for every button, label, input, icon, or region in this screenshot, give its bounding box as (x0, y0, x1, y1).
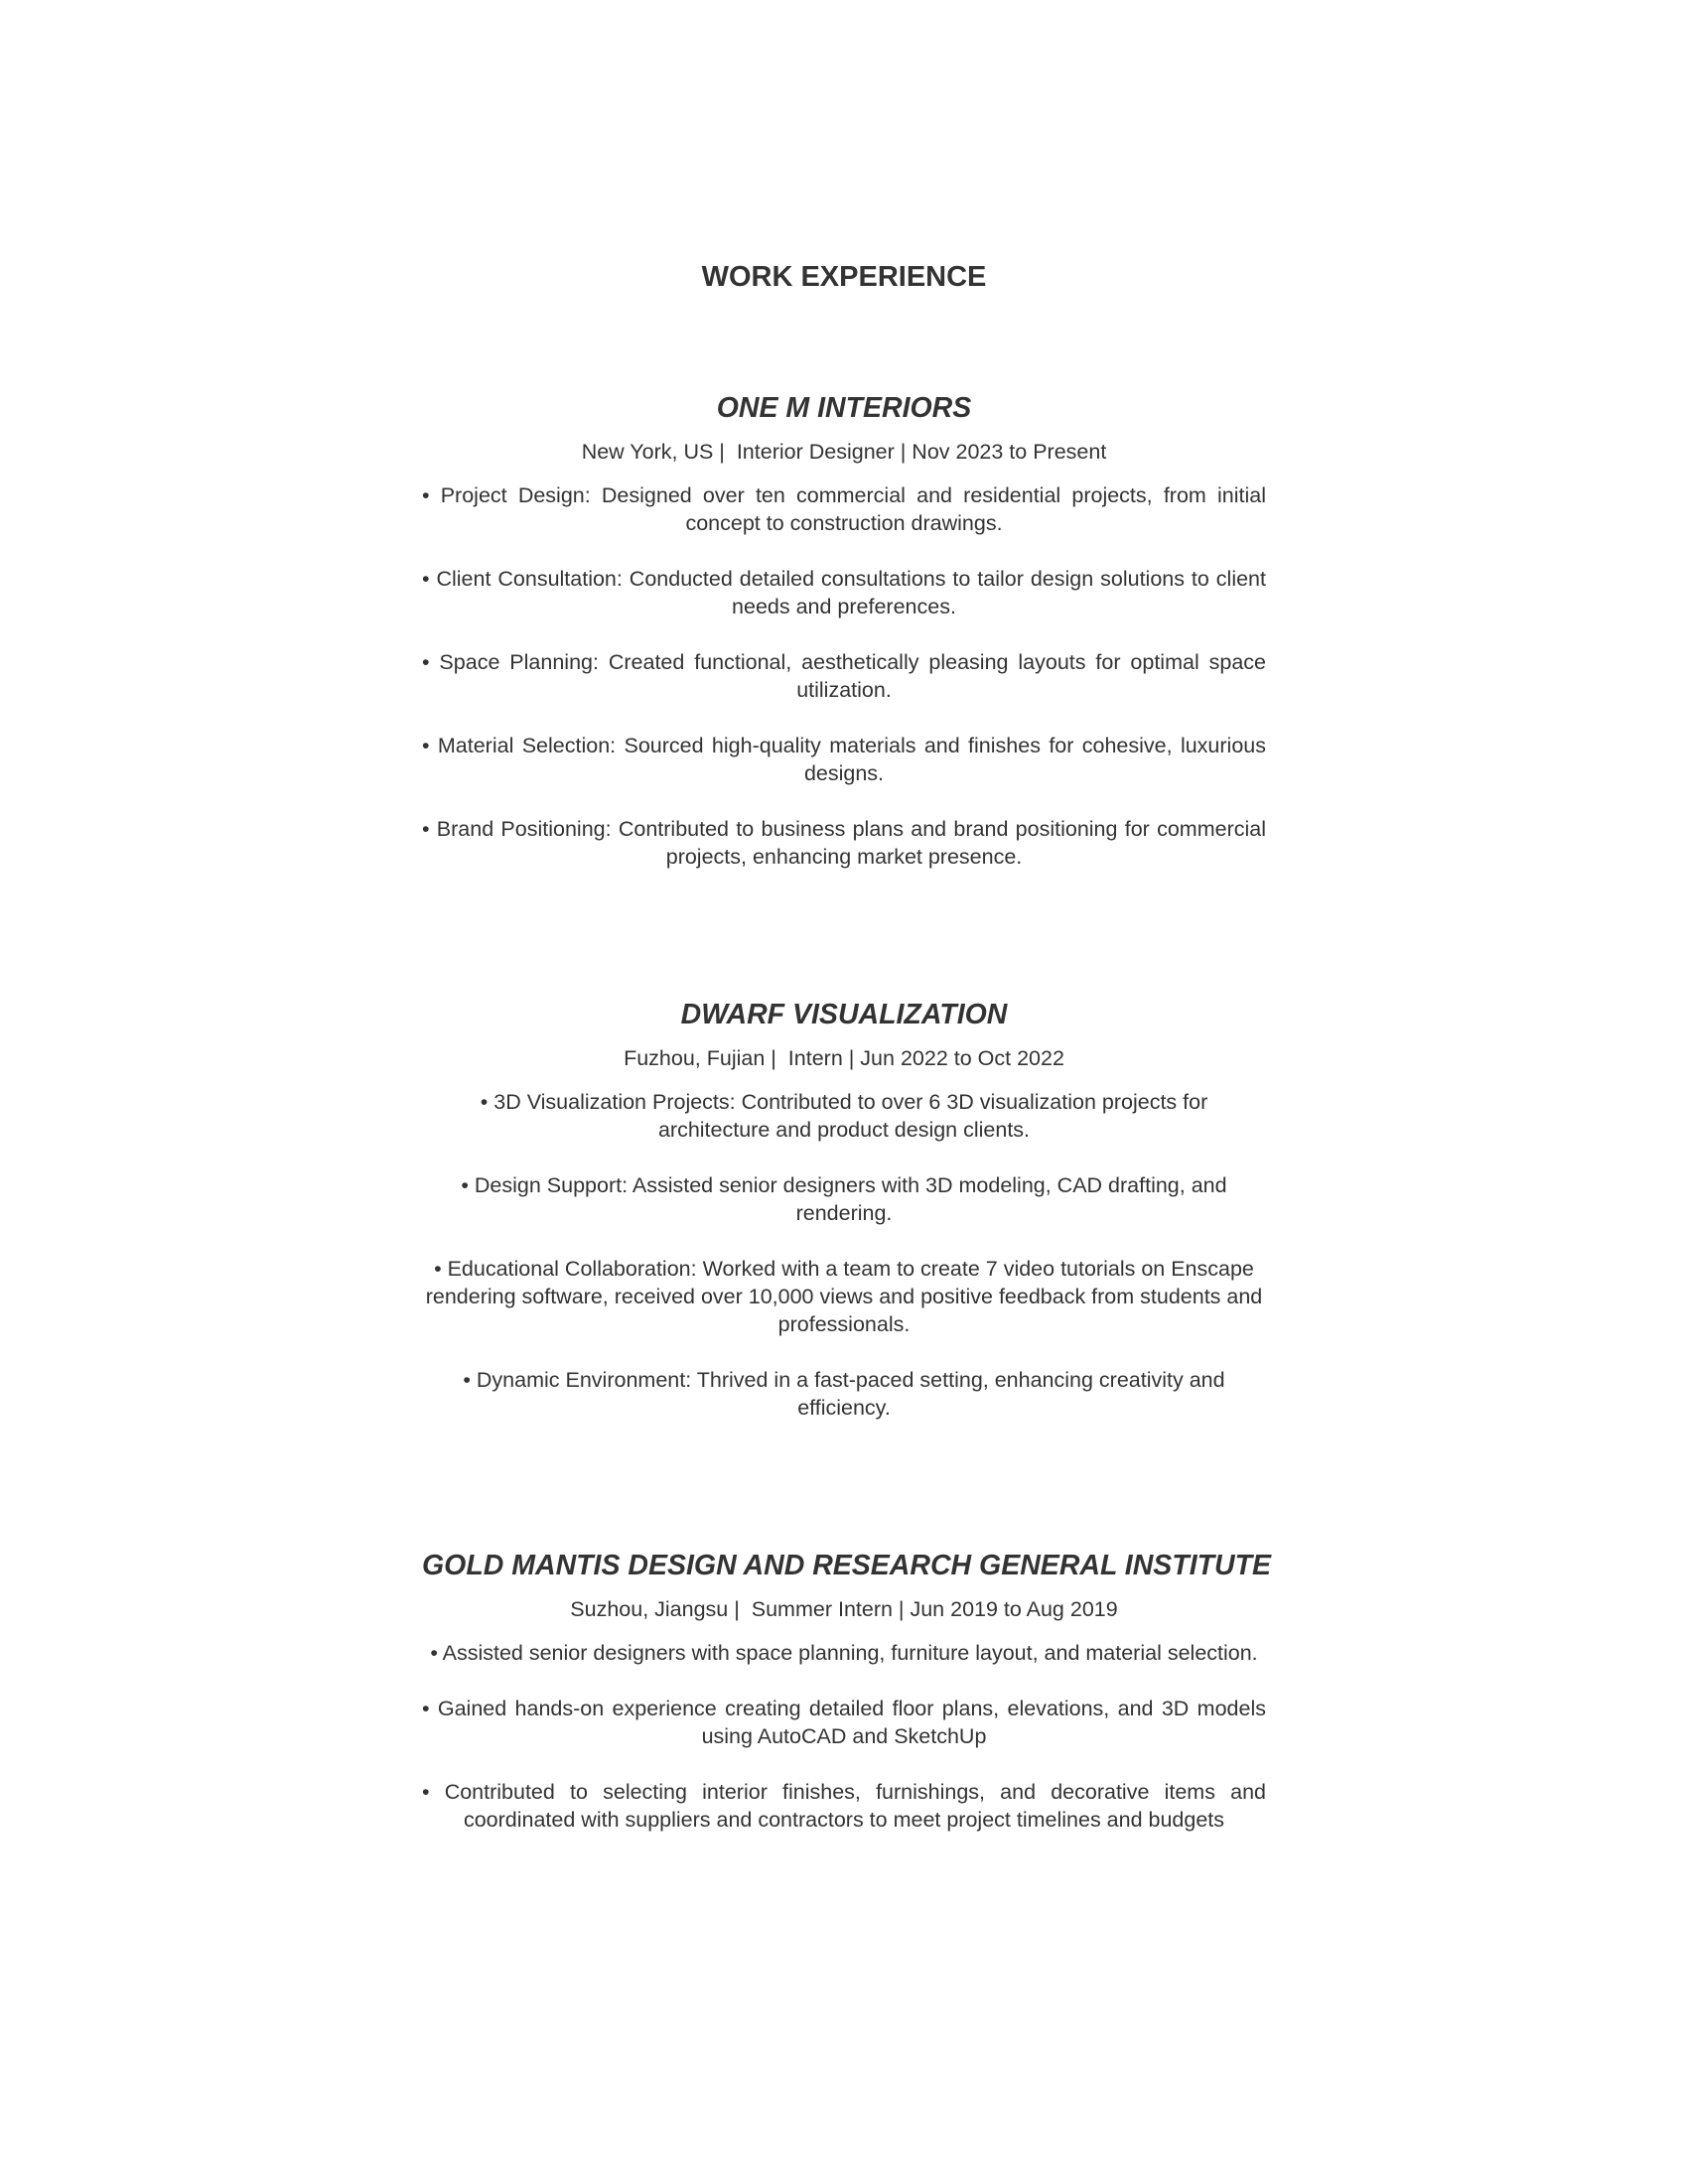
bullet-item: • Educational Collaboration: Worked with a team to create 7 video tutorials on Enscape rendering software, received over 10,000 views and positive feedback from students and professionals. (425, 1257, 1263, 1336)
bullet-item: • Space Planning: Created functional, aesthetically pleasing layouts for optimal space utilization. (422, 650, 1266, 702)
bullet-item: • Dynamic Environment: Thrived in a fast-paced setting, enhancing creativity and efficiency. (463, 1368, 1225, 1420)
bullet-item: • Contributed to selecting interior finishes, furnishings, and decorative items and coordinated with suppliers and contractors to meet project timelines and budgets (422, 1780, 1266, 1832)
bullet-item: • Design Support: Assisted senior designers with 3D modeling, CAD drafting, and rendering. (461, 1173, 1227, 1225)
job-meta: Suzhou, Jiangsu | Summer Intern | Jun 2019 to Aug 2019 (570, 1597, 1118, 1621)
company-name: DWARF VISUALIZATION (680, 999, 1008, 1030)
bullet-item: • Project Design: Designed over ten commercial and residential projects, from initial concept to construction drawings. (422, 483, 1266, 535)
bullet-item: • Brand Positioning: Contributed to business plans and brand positioning for commercial projects, enhancing market presence. (422, 817, 1266, 869)
job-entry-dwarf-visualization (422, 998, 1266, 1449)
company-name: GOLD MANTIS DESIGN AND RESEARCH GENERAL INSTITUTE (422, 1550, 1272, 1581)
job-entry-gold-mantis (422, 1549, 1272, 1861)
job-entry-one-m-interiors (422, 391, 1266, 898)
bullet-item: • 3D Visualization Projects: Contributed to over 6 3D visualization projects for architecture and product design clients. (480, 1090, 1208, 1142)
bullet-item: • Assisted senior designers with space planning, furniture layout, and material selection. (430, 1641, 1258, 1665)
section-title: WORK EXPERIENCE (701, 261, 987, 293)
bullet-list (422, 481, 1266, 871)
company-name: ONE M INTERIORS (716, 392, 972, 424)
bullet-item: • Gained hands-on experience creating detailed floor plans, elevations, and 3D models using AutoCAD and SketchUp (422, 1697, 1266, 1748)
bullet-list (422, 1088, 1266, 1422)
bullet-item: • Material Selection: Sourced high-quality materials and finishes for cohesive, luxurious designs. (422, 734, 1266, 785)
job-meta: New York, US | Interior Designer | Nov 2023 to Present (581, 440, 1107, 464)
bullet-item: • Client Consultation: Conducted detailed consultations to tailor design solutions to client needs and preferences. (422, 567, 1266, 618)
job-meta: Fuzhou, Fujian | Intern | Jun 2022 to Oct 2022 (624, 1046, 1064, 1070)
bullet-list (422, 1639, 1266, 1834)
